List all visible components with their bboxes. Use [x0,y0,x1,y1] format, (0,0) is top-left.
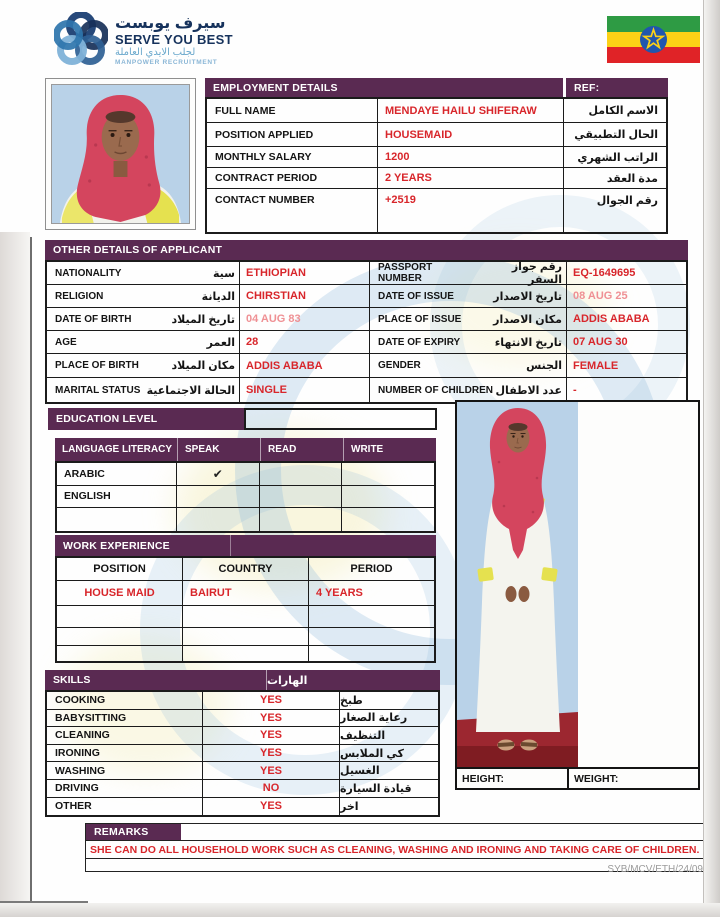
skill-label: OTHER [55,800,92,813]
field-label-arabic: مكان الاصدار [493,313,562,326]
table-row [57,581,434,606]
applicant-portrait-photo [45,78,196,230]
skill-value: YES [259,694,282,707]
table-row [57,486,434,509]
scan-edge-left [0,232,30,904]
language-name: ARABIC [64,467,105,480]
skill-label: IRONING [55,747,100,760]
skill-value: YES [259,729,282,742]
table-row [57,606,434,628]
skill-value: YES [259,711,282,724]
field-value: ADDIS ABABA [246,359,323,372]
field-label: DATE OF EXPIRY [378,336,461,348]
period-value: 4 YEARS [316,587,363,599]
field-label: POSITION APPLIED [215,128,314,141]
knot-rings-icon [54,12,108,71]
country-value: BAIRUT [190,587,232,599]
field-value: MENDAYE HAILU SHIFERAW [385,104,537,117]
skill-label-arabic: التنظيف [340,729,386,742]
skill-label: BABYSITTING [55,711,127,724]
field-label: NUMBER OF CHILDREN [378,384,493,396]
skill-label-arabic: رعاية الصغار [340,712,408,725]
table-row [207,99,666,123]
table-row [57,628,434,646]
table-row [47,262,686,285]
table-row [57,508,434,531]
column-header: COUNTRY [183,558,309,580]
field-value: ETHIOPIAN [246,267,306,279]
field-label-arabic: رقم جواز السفر [511,261,562,286]
scan-edge-right [703,0,720,917]
employment-details-header [205,78,668,97]
skill-value: YES [259,747,282,760]
field-label: PLACE OF BIRTH [55,360,139,371]
field-label: GENDER [378,360,421,371]
table-row [47,762,438,780]
column-header: WRITE [343,438,436,461]
field-label: AGE [55,336,77,348]
field-label: CONTACT NUMBER [215,194,315,206]
skills-title-arabic: الهارات [267,674,308,687]
table-row [207,168,666,189]
skill-value: YES [259,800,282,813]
scan-page-edge-line [30,237,32,903]
field-label: FULL NAME [215,104,276,117]
table-row [47,745,438,763]
work-experience-table [55,535,436,663]
employment-details-body [205,97,668,234]
field-value: 1200 [385,151,410,163]
measurements-row [457,767,698,788]
scan-edge-bottom [0,903,720,917]
table-row [207,147,666,168]
employment-details-table [205,78,668,234]
logo-arabic-title: سيرف يوبست [115,15,226,33]
field-label-arabic: الديانة [201,290,235,303]
field-label: MONTHLY SALARY [215,151,312,163]
field-value: +2519 [385,194,416,206]
table-row [47,727,438,745]
field-label-arabic: الراتب الشهري [577,151,658,164]
field-label: NATIONALITY [55,267,122,279]
skill-label-arabic: قيادة السيارة [340,782,412,795]
field-label: DATE OF BIRTH [55,313,132,325]
logo-subtitle: MANPOWER RECRUITMENT [115,59,218,67]
remarks-text: SHE CAN DO ALL HOUSEHOLD WORK SUCH AS CLEANING, WASHING AND IRONING AND TAKING CARE OF CHILDREN. [86,840,711,859]
fullbody-photo-image [457,402,578,767]
logo-text [115,15,233,68]
field-value: SINGLE [246,384,287,396]
table-row [57,646,434,661]
skill-label: WASHING [55,764,106,777]
field-label: PLACE OF ISSUE [378,313,462,325]
field-label-arabic: تاريخ الاصدار [493,290,562,303]
skills-body [45,690,440,817]
employment-details-title: EMPLOYMENT DETAILS [205,78,563,97]
education-level-section [48,408,437,430]
portrait-photo-image [51,84,190,224]
skill-label-arabic: كي الملابس [340,747,404,760]
table-row [57,463,434,486]
document-reference-code: SYB/MCV/ETH/24/09 [607,864,703,875]
work-experience-title: WORK EXPERIENCE [55,535,436,556]
language-literacy-table [55,438,436,533]
height-label: HEIGHT: [457,769,569,788]
flag-emblem-star-icon [607,16,700,63]
work-experience-body [55,556,436,663]
field-label: CONTRACT PERIOD [215,172,318,184]
field-label-arabic: الحال التطبيقي [574,129,658,141]
table-row [47,308,686,331]
field-value: HOUSEMAID [385,128,453,141]
skills-title: SKILLS [45,670,267,690]
field-label: MARITAL STATUS [55,384,141,396]
remarks-title: REMARKS [86,824,181,840]
field-label: RELIGION [55,290,104,302]
other-details-table [45,240,688,404]
field-value: FEMALE [573,359,619,372]
education-level-value [244,408,437,430]
table-row [47,780,438,798]
field-value: ADDIS ABABA [573,313,650,325]
field-label-arabic: عدد الاطفال [495,384,562,397]
table-row [207,189,666,232]
other-details-body [45,260,688,404]
field-label-arabic: مكان الميلاد [171,360,235,372]
skills-table [45,670,440,817]
skill-value: NO [262,782,280,795]
skill-label: DRIVING [55,782,99,795]
logo-title: SERVE YOU BEST [115,31,233,47]
field-value: 2 YEARS [385,172,432,184]
table-row [47,378,686,402]
field-label-arabic: سية [213,267,235,280]
field-value: 04 AUG 83 [246,313,301,325]
field-label-arabic: الحالة الاجتماعية [146,384,235,397]
position-value: HOUSE MAID [84,587,155,599]
column-header: LANGUAGE LITERACY [62,444,172,455]
field-value: 07 AUG 30 [573,336,628,348]
skill-label: CLEANING [55,729,110,742]
logo-arabic-subtitle: لجلب الايدي العاملة [115,46,196,58]
column-header: PERIOD [350,563,393,575]
table-row [47,285,686,308]
skill-value: YES [259,764,282,777]
weight-label: WEIGHT: [574,772,619,785]
ref-label: REF: [566,78,668,97]
skill-label-arabic: اخر [340,800,359,813]
field-label-arabic: العمر [206,336,235,349]
language-literacy-body [55,461,436,533]
field-label-arabic: الاسم الكامل [588,105,658,117]
checkmark-icon: ✔ [212,466,223,481]
field-value: 08 AUG 25 [573,290,628,302]
field-label-arabic: مدة العقد [606,172,658,185]
skill-label-arabic: الغسيل [340,765,380,778]
column-header: SPEAK [177,438,260,461]
remarks-header [86,824,711,840]
table-row [47,692,438,710]
field-value: 28 [246,336,259,348]
table-row [47,331,686,354]
field-value: CHIRSTIAN [246,290,306,302]
field-value: - [573,384,577,396]
field-value: EQ-1649695 [573,267,636,279]
column-header: READ [260,438,343,461]
ethiopia-flag [607,16,700,63]
education-level-title: EDUCATION LEVEL [48,408,244,430]
field-label-arabic: رقم الجوال [596,195,658,207]
column-header: POSITION [57,558,183,580]
applicant-fullbody-photo-box [455,400,700,790]
table-row [47,710,438,728]
field-label: DATE OF ISSUE [378,290,454,302]
field-label: PASSPORT NUMBER [378,262,433,284]
work-experience-columns [57,558,434,581]
field-label-arabic: تاريخ الميلاد [171,313,235,326]
language-name: ENGLISH [64,490,111,503]
table-row [47,354,686,378]
table-row [47,798,438,816]
agency-logo [54,12,233,71]
skill-label: COOKING [55,694,106,707]
field-label-arabic: الجنس [526,360,562,372]
field-label-arabic: تاريخ الانتهاء [494,336,562,349]
other-details-title: OTHER DETAILS OF APPLICANT [45,240,688,260]
skill-label-arabic: طبخ [340,694,363,707]
skills-header [45,670,440,690]
language-literacy-header [55,438,436,461]
table-row [207,123,666,147]
